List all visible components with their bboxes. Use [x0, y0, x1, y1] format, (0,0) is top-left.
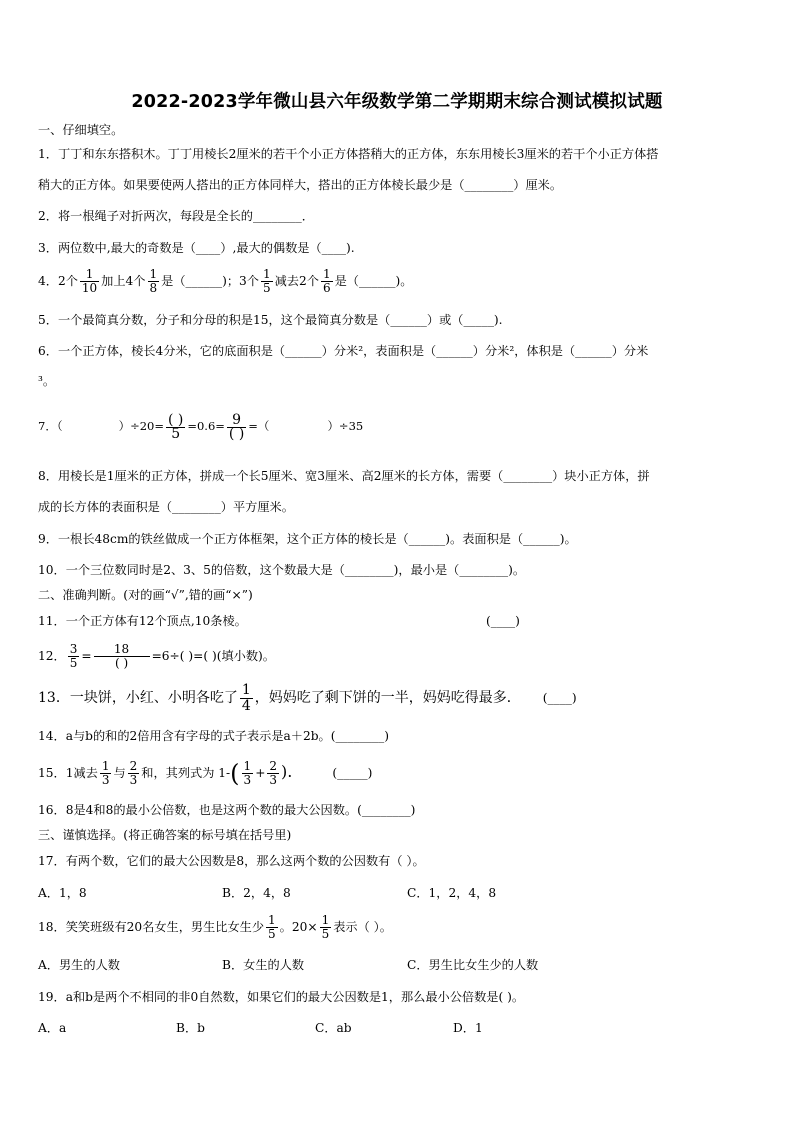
section-heading-choice: 三、谨慎选择。(将正确答案的标号填在括号里) — [38, 828, 292, 842]
fraction: $\frac{1}{3}$ — [101, 759, 110, 787]
fraction: $\frac{9}{( )}$ — [228, 411, 245, 442]
fraction: $\frac{2}{3}$ — [129, 759, 138, 787]
fraction: $\frac{( )}{5}$ — [167, 411, 184, 442]
question-19-option-a: A．a — [38, 1021, 67, 1035]
question-17: 17．有两个数，它们的最大公因数是8，那么这两个数的公因数有（ ）。 — [38, 854, 425, 868]
question-16: 16．8是4和8的最小公倍数，也是这两个数的最大公因数。(________) — [38, 803, 416, 817]
question-7: 7．（ ）÷20= $\frac{( )}{5}$ =0.6= $\frac{9}{( )}$ =（ ）÷35 — [38, 411, 364, 442]
fraction: $\frac{18}{( )}$ — [94, 643, 150, 670]
fraction: $\frac{3}{5}$ — [69, 642, 78, 670]
fraction: $\frac{1}{5}$ — [268, 913, 276, 941]
question-1-line-2: 稍大的正方体。如果要使两人搭出的正方体同样大，搭出的正方体棱长最少是（________）厘米。 — [38, 178, 563, 192]
question-6-line-2: ³。 — [38, 374, 56, 388]
question-17-option-c: C．1，2，4，8 — [407, 886, 497, 900]
question-17-option-a: A．1，8 — [38, 886, 87, 900]
question-12: 12． $\frac{3}{5}$ = $\frac{18}{( )}$ =6÷( )=( )(填小数)。 — [38, 642, 275, 670]
question-19: 19．a和b是两个不相同的非0自然数，如果它们的最大公因数是1，那么最小公倍数是( )。 — [38, 990, 525, 1004]
question-5: 5．一个最简真分数，分子和分母的积是15，这个最简真分数是（______）或（_____). — [38, 313, 503, 327]
fraction: $\frac{1}{10}$ — [81, 267, 98, 295]
question-4: 4．2个 $\frac{1}{10}$ 加上4个 $\frac{1}{8}$ 是（______)；3个 $\frac{1}{5}$ 减去2个 $\frac{1}{6}$ 是（______)。 — [38, 267, 413, 295]
question-9: 9．一根长48cm的铁丝做成一个正方体框架，这个正方体的棱长是（______)。表面积是（______)。 — [38, 532, 577, 546]
question-8-line-1: 8．用棱长是1厘米的正方体，拼成一个长5厘米、宽3厘米、高2厘米的长方体，需要（________）块小正方体，拼 — [38, 469, 650, 483]
question-3: 3．两位数中,最大的奇数是（____）,最大的偶数是（____). — [38, 241, 355, 255]
question-10: 10．一个三位数同时是2、3、5的倍数，这个数最大是（________)，最小是（________)。 — [38, 563, 526, 577]
question-13: 13．一块饼，小红、小明各吃了 $\frac{1}{4}$ ，妈妈吃了剩下饼的一半，妈妈吃得最多． (____) — [38, 681, 577, 714]
question-19-option-d: D．1 — [453, 1021, 483, 1035]
fraction: $\frac{2}{3}$ — [269, 759, 278, 787]
question-2: 2．将一根绳子对折两次，每段是全长的________． — [38, 209, 314, 223]
fraction: $\frac{1}{5}$ — [321, 913, 330, 941]
question-11: 11．一个正方体有12个顶点,10条棱。 — [38, 614, 247, 628]
question-14: 14．a与b的和的2倍用含有字母的式子表示是a＋2b。(________) — [38, 729, 389, 743]
fraction: $\frac{1}{3}$ — [243, 759, 252, 787]
section-heading-fill-blank: 一、仔细填空。 — [38, 123, 124, 137]
question-18-option-a: A．男生的人数 — [38, 958, 120, 972]
question-18-option-c: C．男生比女生少的人数 — [407, 958, 539, 972]
fraction: $\frac{1}{5}$ — [262, 267, 271, 295]
question-18: 18．笑笑班级有20名女生，男生比女生少 $\frac{1}{5}$ 。20× $\frac{1}{5}$ 表示（ ）。 — [38, 913, 392, 941]
question-1-line-1: 1．丁丁和东东搭积木。丁丁用棱长2厘米的若干个小正方体搭稍大的正方体，东东用棱长3厘米的若干个小正方体搭 — [38, 147, 659, 161]
question-19-option-c: C．ab — [315, 1021, 352, 1035]
fraction: $\frac{1}{8}$ — [149, 267, 158, 295]
fraction: $\frac{1}{6}$ — [322, 267, 331, 295]
question-11-answer-blank: (____) — [486, 614, 520, 628]
question-19-option-b: B．b — [176, 1021, 205, 1035]
question-18-option-b: B．女生的人数 — [222, 958, 305, 972]
fraction: $\frac{1}{4}$ — [241, 681, 251, 714]
section-heading-judgement: 二、准确判断。(对的画“√”,错的画“×”) — [38, 588, 253, 602]
question-8-line-2: 成的长方体的表面积是（________）平方厘米。 — [38, 500, 294, 514]
question-15: 15．1减去 $\frac{1}{3}$ 与 $\frac{2}{3}$ 和，其列式为 1-( $\frac{1}{3}$ + $\frac{2}{3}$ ). (_____) — [38, 759, 373, 788]
question-6-line-1: 6．一个正方体，棱长4分米，它的底面积是（______）分米²，表面积是（______）分米²，体积是（______）分米 — [38, 344, 649, 358]
question-17-option-b: B．2，4，8 — [222, 886, 291, 900]
page-title: 2022-2023学年微山县六年级数学第二学期期末综合测试模拟试题 — [131, 92, 663, 112]
